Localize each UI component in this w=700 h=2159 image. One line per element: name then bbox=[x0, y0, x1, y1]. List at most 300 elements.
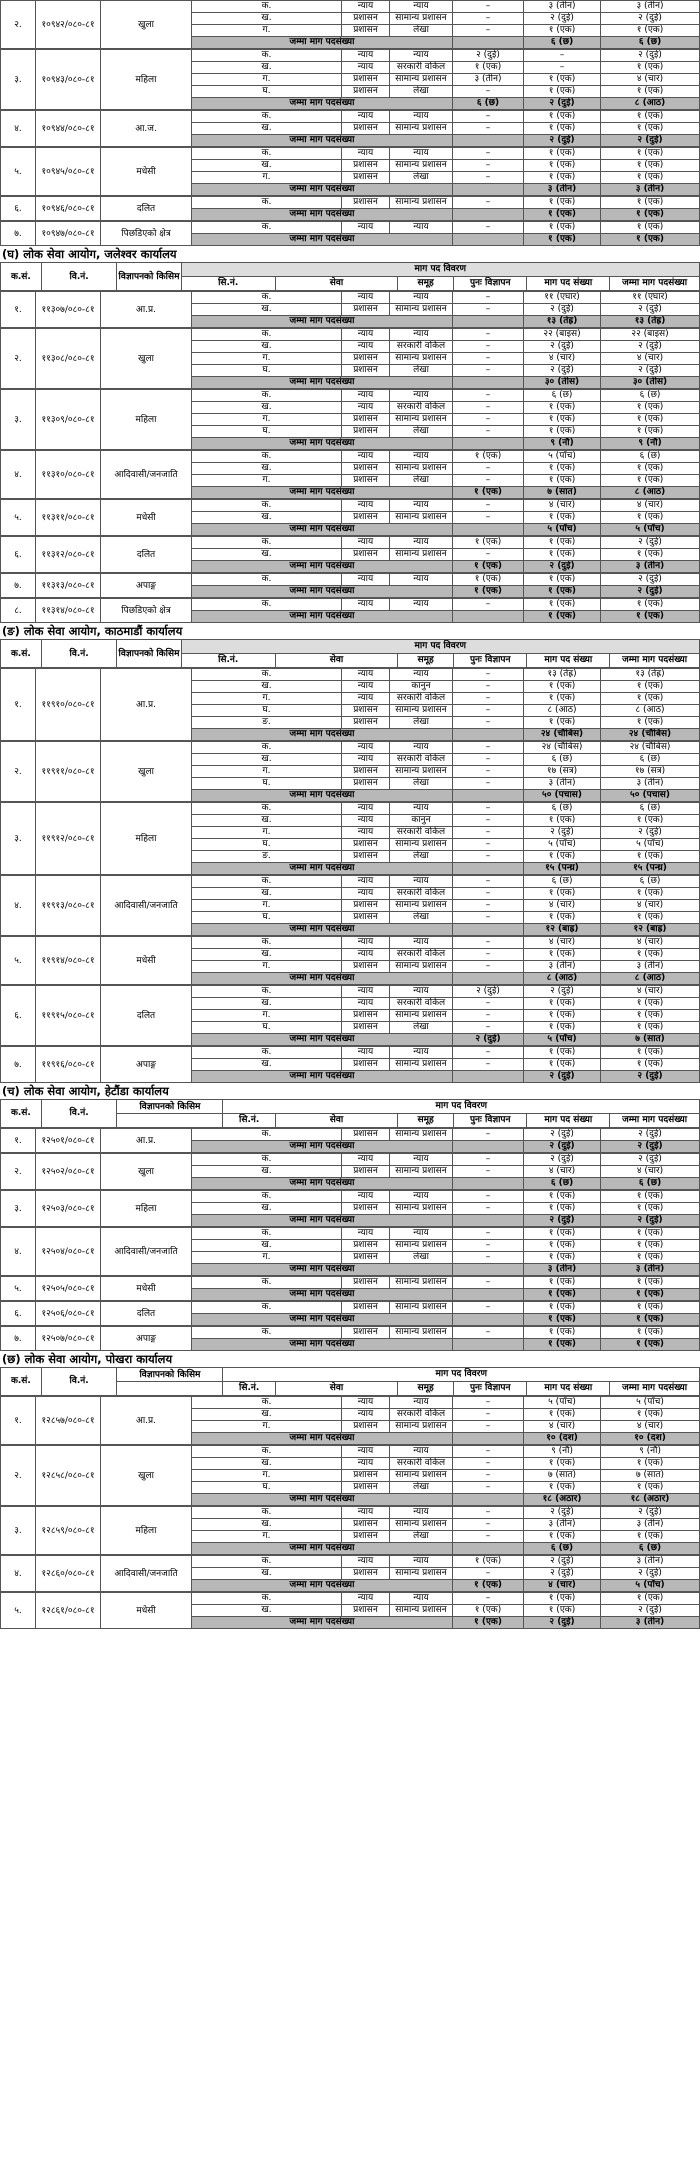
demand-count: १ (एक) bbox=[524, 426, 601, 438]
total-demand: १ (एक) bbox=[601, 1240, 700, 1252]
group: सामान्य प्रशासन bbox=[390, 1470, 453, 1482]
demand-count: २४ (चौबिस) bbox=[524, 742, 601, 754]
serial-no: ३. bbox=[1, 803, 36, 875]
advert-no: १०९४४/०८०-८१ bbox=[36, 111, 101, 147]
group: न्याय bbox=[390, 669, 453, 681]
total-demand: ११ (एघार) bbox=[601, 292, 700, 304]
total-readvert: १ (एक) bbox=[453, 1580, 524, 1592]
group: न्याय bbox=[390, 1397, 453, 1409]
total-demand: २४ (चौबिस) bbox=[601, 742, 700, 754]
advert-no: ११९११/०८०-८१ bbox=[36, 742, 101, 802]
group: न्याय bbox=[390, 500, 453, 512]
total-readvert bbox=[453, 209, 524, 221]
total-demand: ४ (चार) bbox=[601, 353, 700, 365]
service: प्रशासन bbox=[342, 851, 390, 863]
total-demand-count: ६ (छ) bbox=[524, 37, 601, 49]
col-header-samuh: समूह bbox=[398, 654, 454, 668]
re-advert: – bbox=[453, 693, 524, 705]
serial-no: ५. bbox=[1, 1593, 36, 1629]
total-demand-sum: ८ (आठ) bbox=[601, 487, 700, 499]
re-advert: – bbox=[453, 160, 524, 172]
advert-no: १२५०७/०८०-८१ bbox=[36, 1327, 101, 1351]
sub-serial: क. bbox=[192, 986, 342, 998]
sub-serial: घ. bbox=[192, 705, 342, 717]
re-advert: – bbox=[453, 13, 524, 25]
vacancy-table bbox=[0, 450, 700, 499]
group: लेखा bbox=[390, 25, 453, 37]
total-demand-sum: ५ (पाँच) bbox=[601, 524, 700, 536]
total-readvert bbox=[453, 524, 524, 536]
advert-type: दलित bbox=[101, 1302, 192, 1326]
sub-serial: क. bbox=[192, 111, 342, 123]
total-demand-sum: २ (दुई) bbox=[601, 1215, 700, 1227]
vacancy-table bbox=[0, 291, 700, 328]
total-readvert bbox=[453, 790, 524, 802]
demand-count: ५ (पाँच) bbox=[524, 451, 601, 463]
service: न्याय bbox=[342, 1507, 390, 1519]
vacancy-table bbox=[0, 1190, 700, 1227]
group: सामान्य प्रशासन bbox=[390, 1277, 453, 1289]
sub-serial: ख. bbox=[192, 1458, 342, 1470]
group: सामान्य प्रशासन bbox=[390, 160, 453, 172]
table-row bbox=[1, 986, 700, 998]
advert-type: आ.प्र. bbox=[101, 1129, 192, 1153]
re-advert: – bbox=[453, 937, 524, 949]
total-demand: १ (एक) bbox=[601, 414, 700, 426]
group: सामान्य प्रशासन bbox=[390, 766, 453, 778]
vacancy-table bbox=[0, 1153, 700, 1190]
advert-type: दलित bbox=[101, 197, 192, 221]
advert-no: ११९१४/०८०-८१ bbox=[36, 937, 101, 985]
service: न्याय bbox=[342, 1228, 390, 1240]
group: न्याय bbox=[390, 599, 453, 611]
re-advert: – bbox=[453, 717, 524, 729]
re-advert: – bbox=[453, 1022, 524, 1034]
col-header-magpad: माग पद संख्या bbox=[527, 1382, 610, 1396]
group: लेखा bbox=[390, 1022, 453, 1034]
demand-count: २ (दुई) bbox=[524, 1129, 601, 1141]
service: न्याय bbox=[342, 876, 390, 888]
group: लेखा bbox=[390, 851, 453, 863]
re-advert: – bbox=[453, 1191, 524, 1203]
vacancy-table bbox=[0, 1445, 700, 1506]
sub-serial: क. bbox=[192, 1277, 342, 1289]
advert-no: ११३१०/०८०-८१ bbox=[36, 451, 101, 499]
total-label: जम्मा माग पदसंख्या bbox=[192, 184, 453, 196]
vacancy-table bbox=[0, 875, 700, 936]
group: सामान्य प्रशासन bbox=[390, 1059, 453, 1071]
table-row bbox=[1, 1047, 700, 1059]
vacancy-table bbox=[0, 598, 700, 623]
total-demand-sum: ५० (पचास) bbox=[601, 790, 700, 802]
re-advert: – bbox=[453, 961, 524, 973]
vacancy-table bbox=[0, 328, 700, 389]
advert-no: १०९४५/०८०-८१ bbox=[36, 148, 101, 196]
service: प्रशासन bbox=[342, 1277, 390, 1289]
group: सामान्य प्रशासन bbox=[390, 353, 453, 365]
demand-count: १ (एक) bbox=[524, 222, 601, 234]
table-row bbox=[1, 292, 700, 304]
total-demand: १ (एक) bbox=[601, 1228, 700, 1240]
service: न्याय bbox=[342, 292, 390, 304]
total-label: जम्मा माग पदसंख्या bbox=[192, 234, 453, 246]
table-row bbox=[1, 1228, 700, 1240]
sub-serial: क. bbox=[192, 148, 342, 160]
advert-type: मधेसी bbox=[101, 148, 192, 196]
total-demand: ६ (छ) bbox=[601, 754, 700, 766]
total-demand-sum: २ (दुई) bbox=[601, 586, 700, 598]
sub-serial: ख. bbox=[192, 1059, 342, 1071]
total-demand: १ (एक) bbox=[601, 197, 700, 209]
service: न्याय bbox=[342, 390, 390, 402]
serial-no: ३. bbox=[1, 390, 36, 450]
sub-serial: ग. bbox=[192, 900, 342, 912]
service: न्याय bbox=[342, 599, 390, 611]
total-demand: १ (एक) bbox=[601, 1458, 700, 1470]
advert-type: पिछडिएको क्षेत्र bbox=[101, 599, 192, 623]
advert-type: मधेसी bbox=[101, 937, 192, 985]
re-advert: – bbox=[453, 1059, 524, 1071]
sub-serial: ख. bbox=[192, 304, 342, 316]
sub-serial: ग. bbox=[192, 693, 342, 705]
serial-no: १. bbox=[1, 669, 36, 741]
sub-serial: ग. bbox=[192, 25, 342, 37]
sub-serial: क. bbox=[192, 1154, 342, 1166]
total-demand: १ (एक) bbox=[601, 1252, 700, 1264]
service: प्रशासन bbox=[342, 353, 390, 365]
total-demand-sum: ३० (तीस) bbox=[601, 377, 700, 389]
total-demand: १ (एक) bbox=[601, 1203, 700, 1215]
total-demand-count: २ (दुई) bbox=[524, 1141, 601, 1153]
col-header-vkis: विज्ञापनको किसिम bbox=[117, 263, 181, 291]
demand-count: ८ (आठ) bbox=[524, 705, 601, 717]
advert-no: १०९४२/०८०-८१ bbox=[36, 1, 101, 49]
demand-count: २२ (बाइस) bbox=[524, 329, 601, 341]
re-advert: – bbox=[453, 111, 524, 123]
total-readvert bbox=[453, 1141, 524, 1153]
sub-serial: घ. bbox=[192, 86, 342, 98]
advert-no: ११९१०/०८०-८१ bbox=[36, 669, 101, 741]
group: न्याय bbox=[390, 390, 453, 402]
advert-type: पिछडिएको क्षेत्र bbox=[101, 222, 192, 246]
vacancy-table bbox=[0, 985, 700, 1046]
sub-serial: घ. bbox=[192, 1482, 342, 1494]
re-advert: – bbox=[453, 365, 524, 377]
re-advert: – bbox=[453, 414, 524, 426]
col-header-samuh: समूह bbox=[398, 277, 454, 291]
sub-serial: ख. bbox=[192, 1166, 342, 1178]
sub-serial: क. bbox=[192, 292, 342, 304]
service: प्रशासन bbox=[342, 74, 390, 86]
service: प्रशासन bbox=[342, 426, 390, 438]
sub-serial: घ. bbox=[192, 426, 342, 438]
total-demand-count: ७ (सात) bbox=[524, 487, 601, 499]
total-readvert bbox=[453, 1071, 524, 1083]
demand-count: ४ (चार) bbox=[524, 500, 601, 512]
sub-serial: ङ. bbox=[192, 851, 342, 863]
demand-count: १ (एक) bbox=[524, 1022, 601, 1034]
total-readvert: १ (एक) bbox=[453, 586, 524, 598]
group: सामान्य प्रशासन bbox=[390, 1240, 453, 1252]
sub-serial: क. bbox=[192, 1556, 342, 1568]
col-header-sewa: सेवा bbox=[275, 277, 397, 291]
group: न्याय bbox=[390, 986, 453, 998]
col-header-ks: क.सं. bbox=[1, 1100, 42, 1128]
demand-count: ३ (तीन) bbox=[524, 961, 601, 973]
serial-no: ६. bbox=[1, 197, 36, 221]
advert-no: ११९१५/०८०-८१ bbox=[36, 986, 101, 1046]
re-advert: – bbox=[453, 1446, 524, 1458]
service: न्याय bbox=[342, 1397, 390, 1409]
table-row bbox=[1, 451, 700, 463]
serial-no: ६. bbox=[1, 1302, 36, 1326]
demand-count: १ (एक) bbox=[524, 402, 601, 414]
total-demand: १ (एक) bbox=[601, 599, 700, 611]
re-advert: – bbox=[453, 549, 524, 561]
total-demand-sum: १५ (पन्ध्र) bbox=[601, 863, 700, 875]
section-title: (च) लोक सेवा आयोग, हेटौंडा कार्यालय bbox=[2, 1084, 169, 1098]
sub-serial: ख. bbox=[192, 463, 342, 475]
table-row bbox=[1, 742, 700, 754]
advert-no: ११३०८/०८०-८१ bbox=[36, 329, 101, 389]
total-demand: २ (दुई) bbox=[601, 537, 700, 549]
total-demand: ६ (छ) bbox=[601, 803, 700, 815]
total-demand: १ (एक) bbox=[601, 62, 700, 74]
re-advert: – bbox=[453, 1203, 524, 1215]
demand-count: १ (एक) bbox=[524, 693, 601, 705]
total-demand: ७ (सात) bbox=[601, 1470, 700, 1482]
serial-no: ४. bbox=[1, 451, 36, 499]
col-header-sewa: सेवा bbox=[275, 654, 397, 668]
advert-type: महिला bbox=[101, 1191, 192, 1227]
demand-count: ६ (छ) bbox=[524, 754, 601, 766]
service: प्रशासन bbox=[342, 1022, 390, 1034]
advert-no: १२८५९/०८०-८१ bbox=[36, 1507, 101, 1555]
sub-serial: घ. bbox=[192, 365, 342, 377]
col-header-vkis: विज्ञापनको किसिम bbox=[117, 640, 181, 668]
group: सामान्य प्रशासन bbox=[390, 1166, 453, 1178]
service: प्रशासन bbox=[342, 1327, 390, 1339]
group: न्याय bbox=[390, 1, 453, 13]
group: सामान्य प्रशासन bbox=[390, 1327, 453, 1339]
total-demand: १ (एक) bbox=[601, 693, 700, 705]
demand-count: १ (एक) bbox=[524, 160, 601, 172]
total-demand: १ (एक) bbox=[601, 1047, 700, 1059]
re-advert: – bbox=[453, 148, 524, 160]
advert-type: मधेसी bbox=[101, 1593, 192, 1629]
demand-count: ४ (चार) bbox=[524, 937, 601, 949]
service: न्याय bbox=[342, 986, 390, 998]
group: लेखा bbox=[390, 1482, 453, 1494]
table-row bbox=[1, 537, 700, 549]
advert-no: १०९४७/०८०-८१ bbox=[36, 222, 101, 246]
col-header-jamma: जम्मा माग पदसंख्या bbox=[610, 277, 700, 291]
total-demand: १ (एक) bbox=[601, 949, 700, 961]
sub-serial: क. bbox=[192, 537, 342, 549]
service: प्रशासन bbox=[342, 1302, 390, 1314]
vacancy-table bbox=[0, 49, 700, 110]
total-demand-count: ३ (तीन) bbox=[524, 184, 601, 196]
service: प्रशासन bbox=[342, 1568, 390, 1580]
table-row bbox=[1, 197, 700, 209]
service: न्याय bbox=[342, 1191, 390, 1203]
sub-serial: ख. bbox=[192, 1203, 342, 1215]
total-demand-sum: २ (दुई) bbox=[601, 1141, 700, 1153]
advert-no: १२५०५/०८०-८१ bbox=[36, 1277, 101, 1301]
sub-serial: ग. bbox=[192, 1470, 342, 1482]
col-header-ks: क.सं. bbox=[1, 1368, 42, 1396]
col-header-vkis: विज्ञापनको किसिम bbox=[117, 1100, 223, 1114]
total-demand: २ (दुई) bbox=[601, 341, 700, 353]
vacancy-table bbox=[0, 936, 700, 985]
col-header-puna: पुनः विज्ञापन bbox=[454, 1382, 527, 1396]
sub-serial: ङ. bbox=[192, 717, 342, 729]
advert-no: ११३०९/०८०-८१ bbox=[36, 390, 101, 450]
sub-serial: ग. bbox=[192, 172, 342, 184]
total-label: जम्मा माग पदसंख्या bbox=[192, 1433, 453, 1445]
col-header-ks: क.सं. bbox=[1, 640, 42, 668]
demand-count: १ (एक) bbox=[524, 1409, 601, 1421]
demand-count: १ (एक) bbox=[524, 1240, 601, 1252]
group: सामान्य प्रशासन bbox=[390, 123, 453, 135]
service: न्याय bbox=[342, 574, 390, 586]
total-demand: १ (एक) bbox=[601, 998, 700, 1010]
group: लेखा bbox=[390, 1531, 453, 1543]
serial-no: ७. bbox=[1, 574, 36, 598]
total-demand: १ (एक) bbox=[601, 1277, 700, 1289]
sub-serial: क. bbox=[192, 500, 342, 512]
sub-serial: घ. bbox=[192, 912, 342, 924]
total-demand: १ (एक) bbox=[601, 1482, 700, 1494]
serial-no: २. bbox=[1, 1, 36, 49]
col-header-samuh: समूह bbox=[398, 1382, 454, 1396]
advert-type: खुला bbox=[101, 1154, 192, 1190]
col-header-mag: माग पद विवरण bbox=[181, 263, 699, 277]
advert-no: ११३११/०८०-८१ bbox=[36, 500, 101, 536]
total-demand: १ (एक) bbox=[601, 160, 700, 172]
re-advert: – bbox=[453, 197, 524, 209]
total-demand-count: २ (दुई) bbox=[524, 98, 601, 110]
demand-count: ४ (चार) bbox=[524, 900, 601, 912]
total-demand-sum: २४ (चौबिस) bbox=[601, 729, 700, 741]
sub-serial: ख. bbox=[192, 160, 342, 172]
sub-serial: ख. bbox=[192, 1568, 342, 1580]
group: सामान्य प्रशासन bbox=[390, 961, 453, 973]
group: न्याय bbox=[390, 803, 453, 815]
sub-serial: ग. bbox=[192, 1252, 342, 1264]
vacancy-table bbox=[0, 499, 700, 536]
service: प्रशासन bbox=[342, 414, 390, 426]
col-header-sinn: सि.नं. bbox=[181, 277, 275, 291]
demand-count: १ (एक) bbox=[524, 681, 601, 693]
re-advert: – bbox=[453, 304, 524, 316]
col-header-magpad: माग पद संख्या bbox=[527, 654, 610, 668]
total-demand-sum: १० (दश) bbox=[601, 1433, 700, 1445]
service: न्याय bbox=[342, 1047, 390, 1059]
sub-serial: ख. bbox=[192, 754, 342, 766]
total-demand: १ (एक) bbox=[601, 912, 700, 924]
demand-count: ६ (छ) bbox=[524, 390, 601, 402]
vacancy-table bbox=[0, 1046, 700, 1083]
total-demand: १ (एक) bbox=[601, 86, 700, 98]
group: न्याय bbox=[390, 111, 453, 123]
sub-serial: क. bbox=[192, 1397, 342, 1409]
demand-count: – bbox=[524, 50, 601, 62]
total-readvert bbox=[453, 1433, 524, 1445]
re-advert: १ (एक) bbox=[453, 537, 524, 549]
group: सामान्य प्रशासन bbox=[390, 74, 453, 86]
total-demand-count: २ (दुई) bbox=[524, 135, 601, 147]
demand-count: – bbox=[524, 62, 601, 74]
group: न्याय bbox=[390, 742, 453, 754]
total-demand-sum: ५ (पाँच) bbox=[601, 1580, 700, 1592]
group: न्याय bbox=[390, 937, 453, 949]
re-advert: – bbox=[453, 669, 524, 681]
total-demand: १ (एक) bbox=[601, 888, 700, 900]
sub-serial: घ. bbox=[192, 778, 342, 790]
table-row bbox=[1, 1302, 700, 1314]
sub-serial: ख. bbox=[192, 13, 342, 25]
vacancy-table bbox=[0, 668, 700, 741]
sub-serial: ख. bbox=[192, 1519, 342, 1531]
total-demand-sum: ३ (तीन) bbox=[601, 1264, 700, 1276]
sub-serial: ख. bbox=[192, 341, 342, 353]
service: न्याय bbox=[342, 329, 390, 341]
total-demand: १ (एक) bbox=[601, 1593, 700, 1605]
serial-no: ७. bbox=[1, 1047, 36, 1083]
total-demand: १७ (सत्र) bbox=[601, 766, 700, 778]
sub-serial: क. bbox=[192, 599, 342, 611]
serial-no: ४. bbox=[1, 876, 36, 936]
vacancy-table bbox=[0, 639, 700, 668]
total-readvert: २ (दुई) bbox=[453, 1034, 524, 1046]
vacancy-table bbox=[0, 1506, 700, 1555]
serial-no: २. bbox=[1, 329, 36, 389]
sub-serial: क. bbox=[192, 50, 342, 62]
demand-count: ९ (नौ) bbox=[524, 1446, 601, 1458]
group: लेखा bbox=[390, 912, 453, 924]
total-label: जम्मा माग पदसंख्या bbox=[192, 377, 453, 389]
table-row bbox=[1, 1191, 700, 1203]
table-row bbox=[1, 1277, 700, 1289]
service: प्रशासन bbox=[342, 961, 390, 973]
serial-no: ६. bbox=[1, 537, 36, 573]
advert-type: महिला bbox=[101, 803, 192, 875]
advert-type: खुला bbox=[101, 1446, 192, 1506]
total-demand: २ (दुई) bbox=[601, 574, 700, 586]
re-advert: २ (दुई) bbox=[453, 986, 524, 998]
re-advert: – bbox=[453, 353, 524, 365]
demand-count: २ (दुई) bbox=[524, 1507, 601, 1519]
demand-count: १ (एक) bbox=[524, 475, 601, 487]
group: न्याय bbox=[390, 1047, 453, 1059]
col-header-jamma: जम्मा माग पदसंख्या bbox=[610, 654, 700, 668]
service: न्याय bbox=[342, 1556, 390, 1568]
re-advert: – bbox=[453, 1277, 524, 1289]
service: प्रशासन bbox=[342, 549, 390, 561]
service: प्रशासन bbox=[342, 25, 390, 37]
group: सरकारी वकिल bbox=[390, 754, 453, 766]
table-row bbox=[1, 1556, 700, 1568]
total-demand-sum: १ (एक) bbox=[601, 234, 700, 246]
group: न्याय bbox=[390, 1556, 453, 1568]
total-demand: १ (एक) bbox=[601, 1010, 700, 1022]
vacancy-table bbox=[0, 1326, 700, 1351]
total-label: जम्मा माग पदसंख्या bbox=[192, 1141, 453, 1153]
demand-count: ४ (चार) bbox=[524, 1421, 601, 1433]
serial-no: १. bbox=[1, 1397, 36, 1445]
total-readvert bbox=[453, 234, 524, 246]
